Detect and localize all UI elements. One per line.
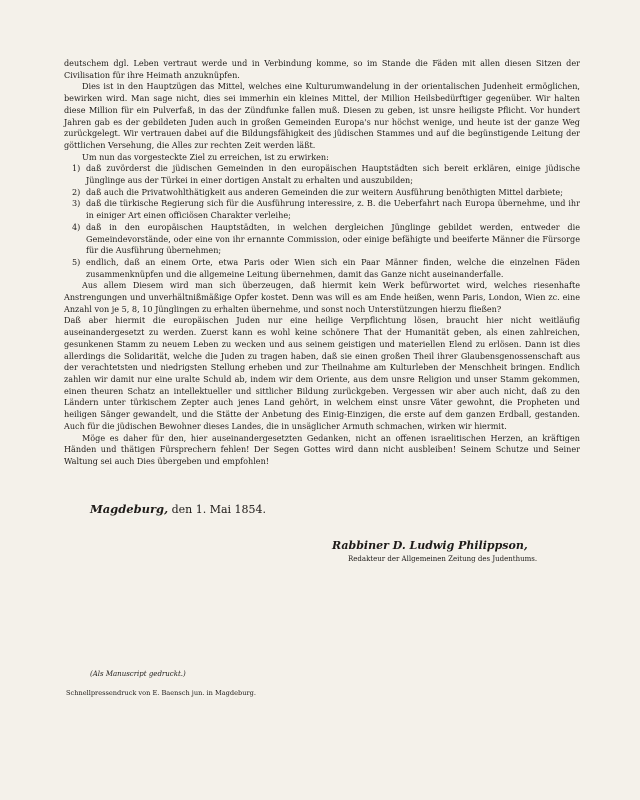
body-text-top bbox=[64, 58, 580, 163]
date-line bbox=[90, 502, 580, 517]
paragraph-6: Möge es daher für den, hier auseinandergesetzten Gedanken, nicht an offenen israelitischen Herzen, an kräftigen Händen und thätigen Fürsprechern fehlen! Der Segen Gottes wird dann nicht ausbleiben! Seinem Schutze und Seiner Waltung sei auch Dies übergeben und empfohlen! bbox=[64, 432, 580, 466]
list-item: 5) endlich, daß an einem Orte, etwa Paris oder Wien sich ein Paar Männer finden, welche die einzelnen Fäden zusammenknüpfen und die allgemeine Leitung übernehmen, damit das Ganze nicht auseinanderfalle. bbox=[72, 256, 580, 279]
list-item: 3) daß die türkische Regierung sich für die Ausführung interessire, z. B. die Ueberfahrt nach Europa übernehme, und ihr in einiger Art einen officiösen Charakter verleihe; bbox=[72, 198, 580, 221]
list-item: 2) daß auch die Privatwohlthätigkeit aus anderen Gemeinden die zur weitern Ausführung benöthigten Mittel darbiete; bbox=[72, 186, 563, 197]
date-text: den 1. Mai 1854. bbox=[171, 502, 267, 516]
printer-imprint: Schnellpressendruck von E. Baensch jun. in Magdeburg. bbox=[66, 689, 256, 697]
paragraph-3: Um nun das vorgesteckte Ziel zu erreichen, ist zu erwirken: bbox=[82, 151, 329, 162]
paragraph-5: Daß aber hiermit die europäischen Juden nur eine heilige Verpflichtung lösen, braucht hier nicht weitläufig auseinandergesetzt zu werden. Zuerst kann es wohl keine schönere That der Humanität geben, als einen zahlreichen, gesunkenen Stamm zu neuem Leben zu wecken und aus seinem geistigen und materiellen Elend zu erlösen. Dann ist dies allerdings die Solidarität, welche die Juden zu tragen haben, daß sie einen großen Theil ihrer Glaubensgenossenschaft aus der verachtetsten und niedrigsten Stellung erheben und zur Theilnahme am Kulturleben der Menschheit bringen. Endlich zahlen wir damit nur eine uralte Schuld ab, indem wir dem Oriente, aus dem unsre Religion und unser Stamm gekommen, einen theuren Schatz an intellektueller und sittlicher Bildung zurückgeben. Vergessen wir aber auch nicht, daß zu den Ländern unter türkischem Zepter auch jenes Land gehört, in welchem einst unsre Väter gewohnt, die Propheten und heiligen Sänger gewandelt, und die Stätte der Anbetung des Einig-Einzigen, die erste auf dem ganzen Erdball, gestanden. Auch für die jüdischen Bewohner dieses Landes, die in unsäglicher Armuth schmachen, wirken wir hiermit. bbox=[64, 315, 580, 431]
paragraph-4: Aus allem Diesem wird man sich überzeugen, daß hiermit kein Werk befürwortet wird, welches riesenhafte Anstrengungen und unverhältnißmäßige Opfer kostet. Denn was will es am Ende heißen, wenn Paris, London, Wien zc. eine Anzahl von je 5, 8, 10 Jünglingen zu erhalten übernehme, und sonst noch Unterstützungen hierzu fließen? bbox=[64, 280, 580, 314]
signature: Rabbiner D. Ludwig Philippson, bbox=[332, 538, 528, 552]
place-name: Magdeburg, bbox=[90, 501, 169, 516]
list-item: 4) daß in den europäischen Hauptstädten, in welchen dergleichen Jünglinge gebildet werden, entweder die Gemeindevorstände, oder eine von ihr ernannte Commission, oder einige befähigte und beeiferte Männer die Fürsorge für die Ausführung übernehmen; bbox=[72, 221, 580, 256]
paragraph-1: deutschem dgl. Leben vertraut werde und in Verbindung komme, so im Stande die Fäden mit allen diesen Sitzen der Civilisation für ihre Heimath anzuknüpfen. bbox=[64, 58, 580, 80]
body-text-bottom bbox=[64, 280, 580, 467]
numbered-list bbox=[64, 163, 580, 280]
signatory-role: Redakteur der Allgemeinen Zeitung des Judenthums. bbox=[348, 554, 538, 563]
paragraph-2: Dies ist in den Hauptzügen das Mittel, welches eine Kulturumwandelung in der orientalischen Judenheit ermöglichen, bewirken wird. Man sage nicht, dies sei immerhin ein kleines Mittel, der Million Heilsbedürftiger gegenüber. Wir halten diese Million für ein Pulverfaß, in das der Zündfunke fallen muß. Diesen zu geben, ist unsre heiligste Pflicht. Vor hundert Jahren gab es der gebildeten Juden auch in großen Gemeinden Europa's nur höchst wenige, und heute ist der ganze Weg zurückgelegt. Wir vertrauen dabei auf die Bildungsfähigkeit des jüdischen Stammes und auf die begünstigende Leitung der göttlichen Versehung, die Alles zur rechten Zeit werden läßt. bbox=[64, 81, 580, 150]
manuscript-note: (Als Manuscript gedruckt.) bbox=[90, 670, 186, 678]
list-item: 1) daß zuvörderst die jüdischen Gemeinden in den europäischen Hauptstädten sich bereit erklären, einige jüdische Jünglinge aus der Türkei in einer dortigen Anstalt zu erhalten und auszubilden; bbox=[72, 163, 580, 186]
